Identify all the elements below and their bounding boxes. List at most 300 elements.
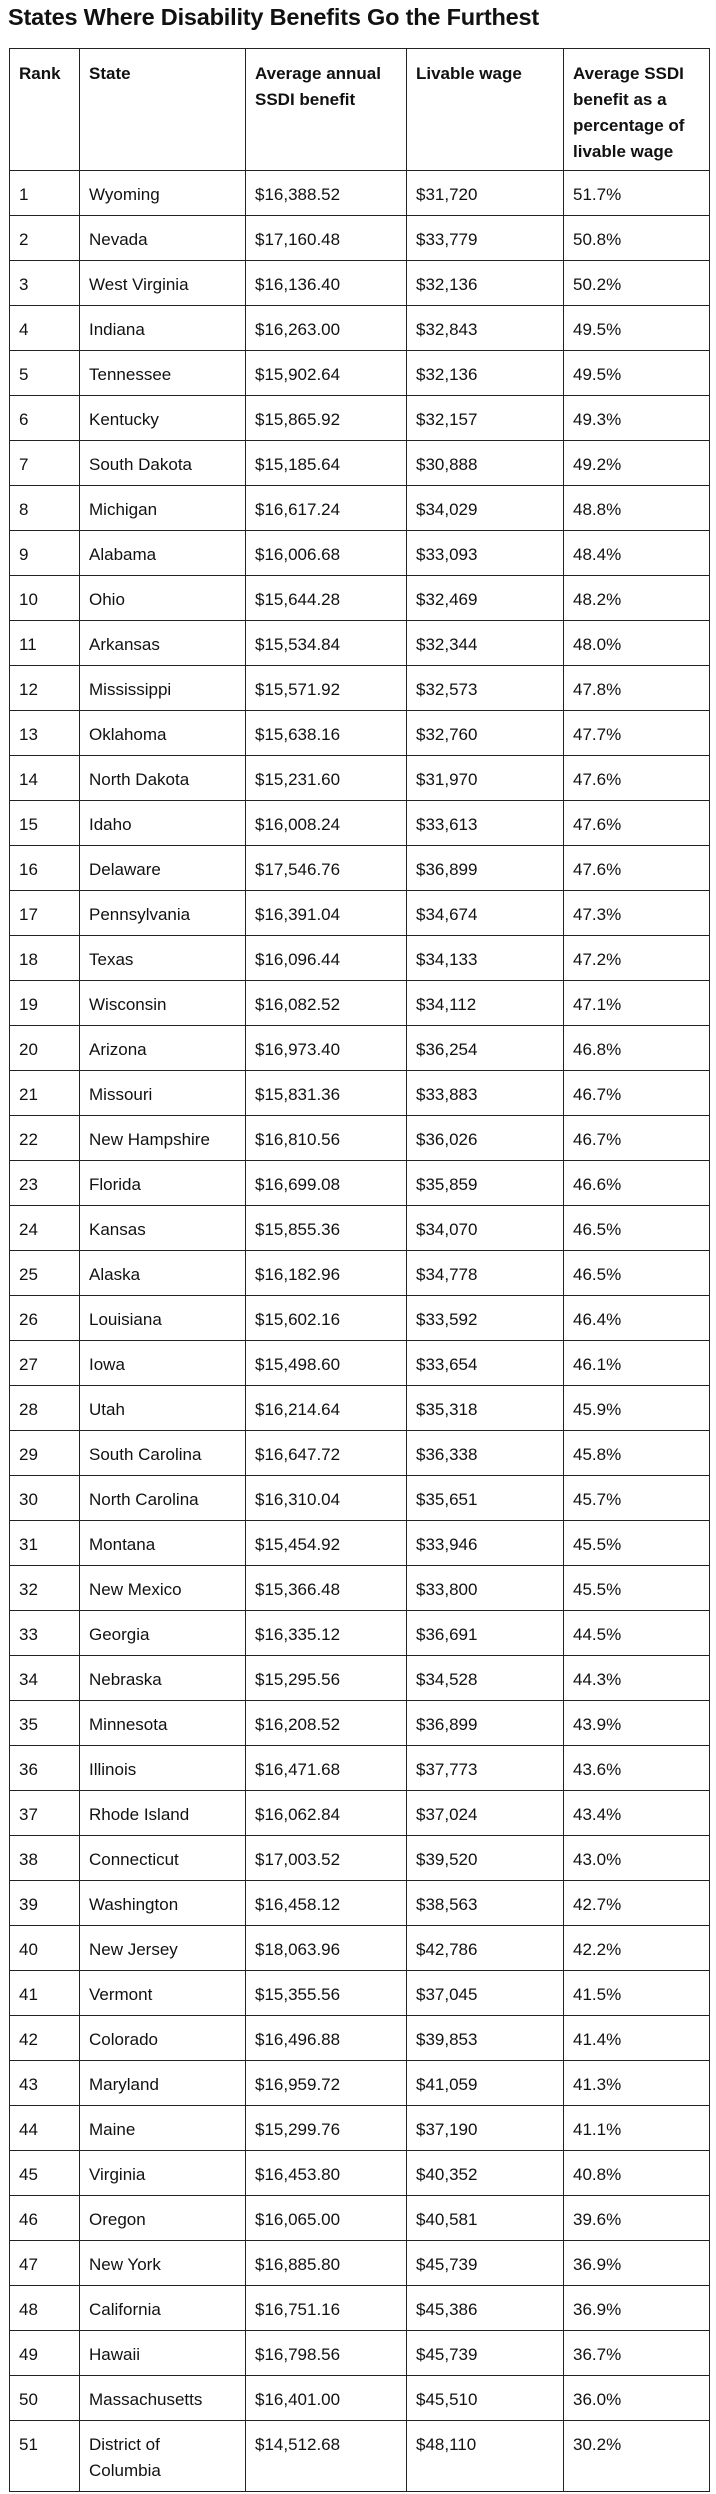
- table-row: [10, 2286, 710, 2331]
- livable-wage-cell: $31,720: [407, 171, 564, 216]
- table-row: [10, 846, 710, 891]
- ssdi-benefit-cell: $15,295.56: [246, 1656, 407, 1701]
- livable-wage-cell: $38,563: [407, 1881, 564, 1926]
- percentage-cell: 39.6%: [564, 2196, 710, 2241]
- state-cell: South Dakota: [80, 441, 246, 486]
- ssdi-benefit-cell: $16,096.44: [246, 936, 407, 981]
- ssdi-benefit-cell: $16,006.68: [246, 531, 407, 576]
- percentage-cell: 45.5%: [564, 1521, 710, 1566]
- percentage-cell: 36.9%: [564, 2241, 710, 2286]
- ssdi-benefit-cell: $16,082.52: [246, 981, 407, 1026]
- table-row: [10, 396, 710, 441]
- table-row: [10, 1071, 710, 1116]
- livable-wage-cell: $37,773: [407, 1746, 564, 1791]
- table-row: [10, 1521, 710, 1566]
- percentage-cell: 45.8%: [564, 1431, 710, 1476]
- ssdi-benefit-cell: $16,453.80: [246, 2151, 407, 2196]
- table-row: [10, 1251, 710, 1296]
- rank-cell: 1: [10, 171, 80, 216]
- percentage-cell: 36.0%: [564, 2376, 710, 2421]
- state-cell: Illinois: [80, 1746, 246, 1791]
- state-cell: Texas: [80, 936, 246, 981]
- table-row: [10, 531, 710, 576]
- percentage-cell: 49.5%: [564, 306, 710, 351]
- table-row: [10, 1926, 710, 1971]
- livable-wage-cell: $33,800: [407, 1566, 564, 1611]
- ssdi-benefit-cell: $16,008.24: [246, 801, 407, 846]
- table-row: [10, 1566, 710, 1611]
- livable-wage-cell: $34,112: [407, 981, 564, 1026]
- table-row: [10, 1206, 710, 1251]
- rank-cell: 48: [10, 2286, 80, 2331]
- rank-cell: 44: [10, 2106, 80, 2151]
- ssdi-benefit-cell: $16,136.40: [246, 261, 407, 306]
- state-cell: Massachusetts: [80, 2376, 246, 2421]
- table-row: [10, 441, 710, 486]
- table-row: [10, 2196, 710, 2241]
- table-row: [10, 1701, 710, 1746]
- rank-cell: 15: [10, 801, 80, 846]
- rank-cell: 31: [10, 1521, 80, 1566]
- livable-wage-cell: $33,779: [407, 216, 564, 261]
- livable-wage-cell: $33,592: [407, 1296, 564, 1341]
- livable-wage-cell: $40,352: [407, 2151, 564, 2196]
- state-cell: Colorado: [80, 2016, 246, 2061]
- table-row: [10, 1656, 710, 1701]
- livable-wage-cell: $45,739: [407, 2241, 564, 2286]
- ssdi-benefit-cell: $14,512.68: [246, 2421, 407, 2492]
- state-cell: Missouri: [80, 1071, 246, 1116]
- ssdi-benefit-cell: $16,388.52: [246, 171, 407, 216]
- state-cell: Michigan: [80, 486, 246, 531]
- percentage-cell: 48.8%: [564, 486, 710, 531]
- state-cell: Washington: [80, 1881, 246, 1926]
- rank-cell: 18: [10, 936, 80, 981]
- ssdi-benefit-cell: $16,182.96: [246, 1251, 407, 1296]
- ssdi-benefit-cell: $17,160.48: [246, 216, 407, 261]
- state-cell: Virginia: [80, 2151, 246, 2196]
- rank-cell: 46: [10, 2196, 80, 2241]
- ssdi-benefit-cell: $16,335.12: [246, 1611, 407, 1656]
- rank-cell: 43: [10, 2061, 80, 2106]
- percentage-cell: 50.2%: [564, 261, 710, 306]
- rank-cell: 41: [10, 1971, 80, 2016]
- rank-cell: 16: [10, 846, 80, 891]
- table-row: [10, 1431, 710, 1476]
- ssdi-benefit-cell: $16,885.80: [246, 2241, 407, 2286]
- table-row: [10, 1881, 710, 1926]
- ssdi-benefit-cell: $15,231.60: [246, 756, 407, 801]
- percentage-cell: 46.1%: [564, 1341, 710, 1386]
- ssdi-benefit-cell: $15,644.28: [246, 576, 407, 621]
- state-cell: Minnesota: [80, 1701, 246, 1746]
- ssdi-benefit-cell: $18,063.96: [246, 1926, 407, 1971]
- table-row: [10, 666, 710, 711]
- rank-cell: 12: [10, 666, 80, 711]
- livable-wage-cell: $39,520: [407, 1836, 564, 1881]
- livable-wage-cell: $32,136: [407, 261, 564, 306]
- ssdi-benefit-cell: $15,865.92: [246, 396, 407, 441]
- livable-wage-cell: $33,883: [407, 1071, 564, 1116]
- rank-cell: 50: [10, 2376, 80, 2421]
- rank-cell: 27: [10, 1341, 80, 1386]
- state-cell: Utah: [80, 1386, 246, 1431]
- state-cell: Alaska: [80, 1251, 246, 1296]
- percentage-cell: 30.2%: [564, 2421, 710, 2492]
- livable-wage-cell: $37,045: [407, 1971, 564, 2016]
- table-row: [10, 2421, 710, 2492]
- livable-wage-cell: $34,528: [407, 1656, 564, 1701]
- rank-cell: 28: [10, 1386, 80, 1431]
- rank-cell: 13: [10, 711, 80, 756]
- livable-wage-cell: $36,026: [407, 1116, 564, 1161]
- percentage-cell: 43.0%: [564, 1836, 710, 1881]
- rank-cell: 40: [10, 1926, 80, 1971]
- state-cell: New York: [80, 2241, 246, 2286]
- livable-wage-cell: $34,778: [407, 1251, 564, 1296]
- ssdi-benefit-cell: $16,810.56: [246, 1116, 407, 1161]
- table-row: [10, 351, 710, 396]
- percentage-cell: 45.5%: [564, 1566, 710, 1611]
- ssdi-benefit-cell: $16,458.12: [246, 1881, 407, 1926]
- livable-wage-cell: $33,093: [407, 531, 564, 576]
- rank-cell: 11: [10, 621, 80, 666]
- livable-wage-cell: $34,674: [407, 891, 564, 936]
- table-row: [10, 711, 710, 756]
- table-row: [10, 216, 710, 261]
- percentage-cell: 46.6%: [564, 1161, 710, 1206]
- livable-wage-cell: $32,469: [407, 576, 564, 621]
- state-cell: Florida: [80, 1161, 246, 1206]
- rank-cell: 45: [10, 2151, 80, 2196]
- state-cell: Rhode Island: [80, 1791, 246, 1836]
- header-row: [10, 49, 710, 171]
- table-row: [10, 621, 710, 666]
- ssdi-benefit-cell: $16,208.52: [246, 1701, 407, 1746]
- ssdi-benefit-cell: $16,391.04: [246, 891, 407, 936]
- rank-cell: 14: [10, 756, 80, 801]
- state-cell: Maine: [80, 2106, 246, 2151]
- ssdi-benefit-cell: $15,855.36: [246, 1206, 407, 1251]
- states-table: [9, 48, 710, 2492]
- livable-wage-cell: $33,654: [407, 1341, 564, 1386]
- percentage-cell: 41.3%: [564, 2061, 710, 2106]
- percentage-cell: 46.8%: [564, 1026, 710, 1071]
- table-row: [10, 1341, 710, 1386]
- ssdi-benefit-cell: $15,366.48: [246, 1566, 407, 1611]
- rank-cell: 23: [10, 1161, 80, 1206]
- table-row: [10, 801, 710, 846]
- table-row: [10, 1791, 710, 1836]
- table-row: [10, 1386, 710, 1431]
- rank-cell: 32: [10, 1566, 80, 1611]
- state-cell: Tennessee: [80, 351, 246, 396]
- state-cell: Kentucky: [80, 396, 246, 441]
- ssdi-benefit-cell: $15,831.36: [246, 1071, 407, 1116]
- rank-cell: 37: [10, 1791, 80, 1836]
- rank-cell: 25: [10, 1251, 80, 1296]
- ssdi-benefit-cell: $15,498.60: [246, 1341, 407, 1386]
- livable-wage-cell: $40,581: [407, 2196, 564, 2241]
- ssdi-benefit-cell: $16,401.00: [246, 2376, 407, 2421]
- rank-cell: 20: [10, 1026, 80, 1071]
- table-row: [10, 981, 710, 1026]
- livable-wage-cell: $33,613: [407, 801, 564, 846]
- ssdi-benefit-cell: $15,602.16: [246, 1296, 407, 1341]
- livable-wage-cell: $32,344: [407, 621, 564, 666]
- state-cell: Nevada: [80, 216, 246, 261]
- header-ssdi-benefit: Average annual SSDI benefit: [246, 49, 407, 171]
- state-cell: Montana: [80, 1521, 246, 1566]
- table-row: [10, 1746, 710, 1791]
- table-body: [10, 171, 710, 2492]
- table-row: [10, 2106, 710, 2151]
- rank-cell: 30: [10, 1476, 80, 1521]
- state-cell: North Dakota: [80, 756, 246, 801]
- livable-wage-cell: $48,110: [407, 2421, 564, 2492]
- header-livable-wage: Livable wage: [407, 49, 564, 171]
- ssdi-benefit-cell: $16,496.88: [246, 2016, 407, 2061]
- livable-wage-cell: $34,133: [407, 936, 564, 981]
- percentage-cell: 43.9%: [564, 1701, 710, 1746]
- rank-cell: 4: [10, 306, 80, 351]
- state-cell: Wisconsin: [80, 981, 246, 1026]
- livable-wage-cell: $45,739: [407, 2331, 564, 2376]
- livable-wage-cell: $45,510: [407, 2376, 564, 2421]
- percentage-cell: 45.7%: [564, 1476, 710, 1521]
- percentage-cell: 47.6%: [564, 801, 710, 846]
- livable-wage-cell: $34,070: [407, 1206, 564, 1251]
- percentage-cell: 49.5%: [564, 351, 710, 396]
- percentage-cell: 45.9%: [564, 1386, 710, 1431]
- percentage-cell: 49.3%: [564, 396, 710, 441]
- table-row: [10, 2376, 710, 2421]
- state-cell: Idaho: [80, 801, 246, 846]
- table-row: [10, 756, 710, 801]
- page-title: States Where Disability Benefits Go the Furthest: [8, 4, 540, 30]
- table-row: [10, 261, 710, 306]
- percentage-cell: 46.5%: [564, 1251, 710, 1296]
- rank-cell: 29: [10, 1431, 80, 1476]
- livable-wage-cell: $30,888: [407, 441, 564, 486]
- ssdi-benefit-cell: $16,062.84: [246, 1791, 407, 1836]
- state-cell: West Virginia: [80, 261, 246, 306]
- percentage-cell: 48.4%: [564, 531, 710, 576]
- state-cell: Arizona: [80, 1026, 246, 1071]
- livable-wage-cell: $45,386: [407, 2286, 564, 2331]
- percentage-cell: 41.4%: [564, 2016, 710, 2061]
- ssdi-benefit-cell: $15,638.16: [246, 711, 407, 756]
- ssdi-benefit-cell: $15,571.92: [246, 666, 407, 711]
- state-cell: Pennsylvania: [80, 891, 246, 936]
- state-cell: Delaware: [80, 846, 246, 891]
- state-cell: Oklahoma: [80, 711, 246, 756]
- ssdi-benefit-cell: $16,065.00: [246, 2196, 407, 2241]
- livable-wage-cell: $41,059: [407, 2061, 564, 2106]
- state-cell: District of Columbia: [80, 2421, 246, 2492]
- rank-cell: 49: [10, 2331, 80, 2376]
- livable-wage-cell: $32,157: [407, 396, 564, 441]
- livable-wage-cell: $32,843: [407, 306, 564, 351]
- percentage-cell: 47.6%: [564, 756, 710, 801]
- state-cell: Kansas: [80, 1206, 246, 1251]
- percentage-cell: 48.2%: [564, 576, 710, 621]
- state-cell: North Carolina: [80, 1476, 246, 1521]
- rank-cell: 42: [10, 2016, 80, 2061]
- state-cell: Louisiana: [80, 1296, 246, 1341]
- rank-cell: 22: [10, 1116, 80, 1161]
- ssdi-benefit-cell: $15,185.64: [246, 441, 407, 486]
- rank-cell: 19: [10, 981, 80, 1026]
- state-cell: New Hampshire: [80, 1116, 246, 1161]
- ssdi-benefit-cell: $16,699.08: [246, 1161, 407, 1206]
- state-cell: Oregon: [80, 2196, 246, 2241]
- livable-wage-cell: $35,651: [407, 1476, 564, 1521]
- rank-cell: 3: [10, 261, 80, 306]
- rank-cell: 10: [10, 576, 80, 621]
- percentage-cell: 41.1%: [564, 2106, 710, 2151]
- percentage-cell: 43.4%: [564, 1791, 710, 1836]
- table-row: [10, 2061, 710, 2106]
- ssdi-benefit-cell: $16,471.68: [246, 1746, 407, 1791]
- ssdi-benefit-cell: $16,798.56: [246, 2331, 407, 2376]
- livable-wage-cell: $36,338: [407, 1431, 564, 1476]
- rank-cell: 36: [10, 1746, 80, 1791]
- table-row: [10, 1836, 710, 1881]
- percentage-cell: 44.3%: [564, 1656, 710, 1701]
- rank-cell: 9: [10, 531, 80, 576]
- percentage-cell: 46.7%: [564, 1071, 710, 1116]
- rank-cell: 2: [10, 216, 80, 261]
- percentage-cell: 49.2%: [564, 441, 710, 486]
- state-cell: New Mexico: [80, 1566, 246, 1611]
- livable-wage-cell: $37,190: [407, 2106, 564, 2151]
- livable-wage-cell: $36,899: [407, 1701, 564, 1746]
- rank-cell: 8: [10, 486, 80, 531]
- ssdi-benefit-cell: $16,617.24: [246, 486, 407, 531]
- percentage-cell: 47.8%: [564, 666, 710, 711]
- table-row: [10, 1611, 710, 1656]
- table-row: [10, 576, 710, 621]
- table-row: [10, 1296, 710, 1341]
- rank-cell: 47: [10, 2241, 80, 2286]
- state-cell: Connecticut: [80, 1836, 246, 1881]
- header-percentage: Average SSDI benefit as a percentage of livable wage: [564, 49, 710, 171]
- livable-wage-cell: $37,024: [407, 1791, 564, 1836]
- rank-cell: 6: [10, 396, 80, 441]
- state-cell: South Carolina: [80, 1431, 246, 1476]
- livable-wage-cell: $31,970: [407, 756, 564, 801]
- percentage-cell: 47.2%: [564, 936, 710, 981]
- state-cell: Georgia: [80, 1611, 246, 1656]
- livable-wage-cell: $39,853: [407, 2016, 564, 2061]
- ssdi-benefit-cell: $16,263.00: [246, 306, 407, 351]
- percentage-cell: 44.5%: [564, 1611, 710, 1656]
- table-row: [10, 891, 710, 936]
- percentage-cell: 41.5%: [564, 1971, 710, 2016]
- percentage-cell: 47.3%: [564, 891, 710, 936]
- percentage-cell: 47.6%: [564, 846, 710, 891]
- rank-cell: 38: [10, 1836, 80, 1881]
- state-cell: Nebraska: [80, 1656, 246, 1701]
- percentage-cell: 51.7%: [564, 171, 710, 216]
- state-cell: Indiana: [80, 306, 246, 351]
- percentage-cell: 42.2%: [564, 1926, 710, 1971]
- table-row: [10, 1026, 710, 1071]
- rank-cell: 35: [10, 1701, 80, 1746]
- table-row: [10, 171, 710, 216]
- rank-cell: 5: [10, 351, 80, 396]
- table-row: [10, 1116, 710, 1161]
- table-row: [10, 1476, 710, 1521]
- percentage-cell: 46.7%: [564, 1116, 710, 1161]
- state-cell: Hawaii: [80, 2331, 246, 2376]
- rank-cell: 34: [10, 1656, 80, 1701]
- percentage-cell: 36.7%: [564, 2331, 710, 2376]
- livable-wage-cell: $36,254: [407, 1026, 564, 1071]
- state-cell: Vermont: [80, 1971, 246, 2016]
- livable-wage-cell: $35,859: [407, 1161, 564, 1206]
- ssdi-benefit-cell: $16,310.04: [246, 1476, 407, 1521]
- ssdi-benefit-cell: $15,534.84: [246, 621, 407, 666]
- percentage-cell: 43.6%: [564, 1746, 710, 1791]
- percentage-cell: 46.5%: [564, 1206, 710, 1251]
- livable-wage-cell: $32,760: [407, 711, 564, 756]
- percentage-cell: 47.7%: [564, 711, 710, 756]
- ssdi-benefit-cell: $16,647.72: [246, 1431, 407, 1476]
- rank-cell: 39: [10, 1881, 80, 1926]
- livable-wage-cell: $32,136: [407, 351, 564, 396]
- ssdi-benefit-cell: $15,902.64: [246, 351, 407, 396]
- ssdi-benefit-cell: $16,959.72: [246, 2061, 407, 2106]
- table-row: [10, 306, 710, 351]
- rank-cell: 21: [10, 1071, 80, 1116]
- livable-wage-cell: $36,899: [407, 846, 564, 891]
- ssdi-benefit-cell: $16,214.64: [246, 1386, 407, 1431]
- livable-wage-cell: $42,786: [407, 1926, 564, 1971]
- table-row: [10, 1971, 710, 2016]
- percentage-cell: 50.8%: [564, 216, 710, 261]
- livable-wage-cell: $33,946: [407, 1521, 564, 1566]
- percentage-cell: 48.0%: [564, 621, 710, 666]
- ssdi-benefit-cell: $15,454.92: [246, 1521, 407, 1566]
- table-row: [10, 2016, 710, 2061]
- ssdi-benefit-cell: $17,003.52: [246, 1836, 407, 1881]
- ssdi-benefit-cell: $17,546.76: [246, 846, 407, 891]
- rank-cell: 24: [10, 1206, 80, 1251]
- state-cell: Ohio: [80, 576, 246, 621]
- header-rank: Rank: [10, 49, 80, 171]
- ssdi-benefit-cell: $16,751.16: [246, 2286, 407, 2331]
- table-row: [10, 2151, 710, 2196]
- table-row: [10, 2331, 710, 2376]
- state-cell: Wyoming: [80, 171, 246, 216]
- percentage-cell: 42.7%: [564, 1881, 710, 1926]
- percentage-cell: 40.8%: [564, 2151, 710, 2196]
- state-cell: Iowa: [80, 1341, 246, 1386]
- state-cell: Mississippi: [80, 666, 246, 711]
- livable-wage-cell: $35,318: [407, 1386, 564, 1431]
- rank-cell: 33: [10, 1611, 80, 1656]
- percentage-cell: 36.9%: [564, 2286, 710, 2331]
- percentage-cell: 47.1%: [564, 981, 710, 1026]
- table-row: [10, 936, 710, 981]
- livable-wage-cell: $32,573: [407, 666, 564, 711]
- ssdi-benefit-cell: $15,355.56: [246, 1971, 407, 2016]
- state-cell: Arkansas: [80, 621, 246, 666]
- percentage-cell: 46.4%: [564, 1296, 710, 1341]
- livable-wage-cell: $34,029: [407, 486, 564, 531]
